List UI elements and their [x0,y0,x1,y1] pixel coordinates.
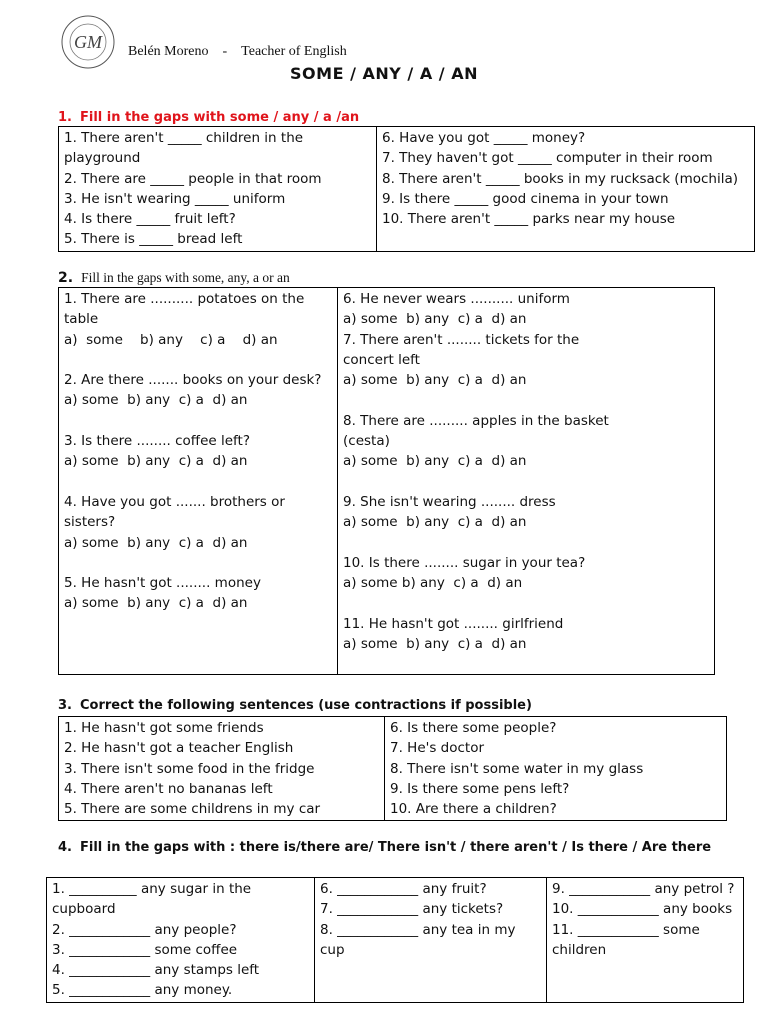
sentence: 2. There are _____ people in that room [64,170,322,187]
header-separator: - [222,44,228,59]
sentence: 1. He hasn't got some friends [64,720,264,736]
question: 6. He never wears .......... uniform [343,291,570,307]
sentence: 10. There aren't _____ parks near my house [382,211,676,228]
sentence: 7. He's doctor [390,740,485,757]
sentence: 5. There are some childrens in my car [64,801,321,818]
exercise-4-col-1 [47,878,315,1003]
question: 5. He hasn't got ........ money [64,575,261,592]
answer-options: a) some b) any c) a d) an [343,453,527,470]
question: 1. There are .......... potatoes on the table [64,291,305,328]
exercise-2-heading [58,270,290,286]
logo-monogram: GM [74,32,102,52]
exercise-number: 2. [58,270,74,286]
sentence: 3. There isn't some food in the fridge [64,760,315,777]
answer-options: a) some b) any c) a d) an [64,392,248,409]
exercise-instruction: Fill in the gaps with some / any / a /an [79,110,360,125]
sentence: 5. There is _____ bread left [64,231,243,248]
header-line [128,44,347,60]
question: 7. There aren't ........ tickets for the concert left [343,331,580,368]
sentence: 2. He hasn't got a teacher English [64,740,294,757]
sentence: 6. Is there some people? [390,720,557,736]
author-role: Teacher of English [241,44,347,59]
sentence: 5. ____________ any money. [52,982,233,999]
answer-options: a) some b) any c) a d) an [64,595,248,612]
exercise-2-table [58,287,715,675]
question: 8. There are ......... apples in the basket (cesta) [343,412,609,450]
author-name: Belén Moreno [128,44,209,59]
exercise-number: 3. [58,698,72,713]
exercise-4-heading [58,838,738,858]
question: 2. Are there ....... books on your desk? [64,372,322,389]
page-title: SOME / ANY / A / AN [290,64,478,83]
exercise-number: 1. [58,110,72,125]
sentence: 10. ____________ any books [552,901,733,918]
answer-options: a) some b) any c) a d) an [343,311,527,328]
question: 10. Is there ........ sugar in your tea? [343,554,586,571]
exercise-number: 4. [58,840,72,855]
sentence: 1. __________ any sugar in the cupboard [52,881,252,918]
exercise-2-col-2 [338,288,715,675]
exercise-4-table [46,877,744,1003]
sentence: 1. There aren't _____ children in the playground [64,130,304,167]
exercise-2-col-1 [59,288,338,675]
sentence: 6. Have you got _____ money? [382,130,586,146]
sentence: 2. ____________ any people? [52,921,237,938]
answer-options: a) some b) any c) a d) an [343,514,527,531]
answer-options: a) some b) any c) a d) an [343,636,527,653]
sentence: 8. There aren't _____ books in my rucksack (mochila) [382,170,738,187]
exercise-1-table [58,126,755,252]
sentence: 9. Is there some pens left? [390,780,570,797]
exercise-3-table [58,716,727,821]
exercise-3-heading [58,698,532,713]
question: 4. Have you got ....... brothers or sisters? [64,493,285,531]
sentence: 9. ____________ any petrol ? [552,881,735,897]
exercise-1-col-1 [59,127,377,252]
answer-options: a) some b) any c) a d) an [343,575,523,592]
answer-options: a) some b) any c) a d) an [64,534,248,551]
school-logo [60,14,116,70]
sentence: 6. ____________ any fruit? [320,881,487,897]
exercise-instruction: Correct the following sentences (use contractions if possible) [79,698,532,713]
sentence: 9. Is there _____ good cinema in your town [382,190,669,207]
sentence: 3. ____________ some coffee [52,941,238,958]
exercise-4-col-2 [315,878,547,1003]
exercise-3-col-2 [385,717,727,821]
exercise-3-col-1 [59,717,385,821]
sentence: 10. Are there a children? [390,801,557,818]
question: 9. She isn't wearing ........ dress [343,493,556,510]
exercise-instruction: Fill in the gaps with : there is/there are/ There isn't / there aren't / Is there / Are there [79,840,712,855]
sentence: 4. There aren't no bananas left [64,780,273,797]
exercise-1-heading [58,110,359,125]
sentence: 8. There isn't some water in my glass [390,760,644,777]
answer-options: a) some b) any c) a d) an [64,331,278,348]
exercise-instruction: Fill in the gaps with some, any, a or an [81,270,290,285]
question: 11. He hasn't got ........ girlfriend [343,615,564,632]
sentence: 4. Is there _____ fruit left? [64,211,236,228]
sentence: 7. They haven't got _____ computer in their room [382,150,713,167]
sentence: 7. ____________ any tickets? [320,901,504,918]
sentence: 11. ____________ some children [552,921,700,958]
exercise-1-col-2 [377,127,755,252]
answer-options: a) some b) any c) a d) an [343,372,527,389]
sentence: 3. He isn't wearing _____ uniform [64,190,286,207]
question: 3. Is there ........ coffee left? [64,433,251,450]
exercise-4-col-3 [547,878,744,1003]
answer-options: a) some b) any c) a d) an [64,453,248,470]
sentence: 4. ____________ any stamps left [52,962,260,979]
sentence: 8. ____________ any tea in my cup [320,921,516,958]
